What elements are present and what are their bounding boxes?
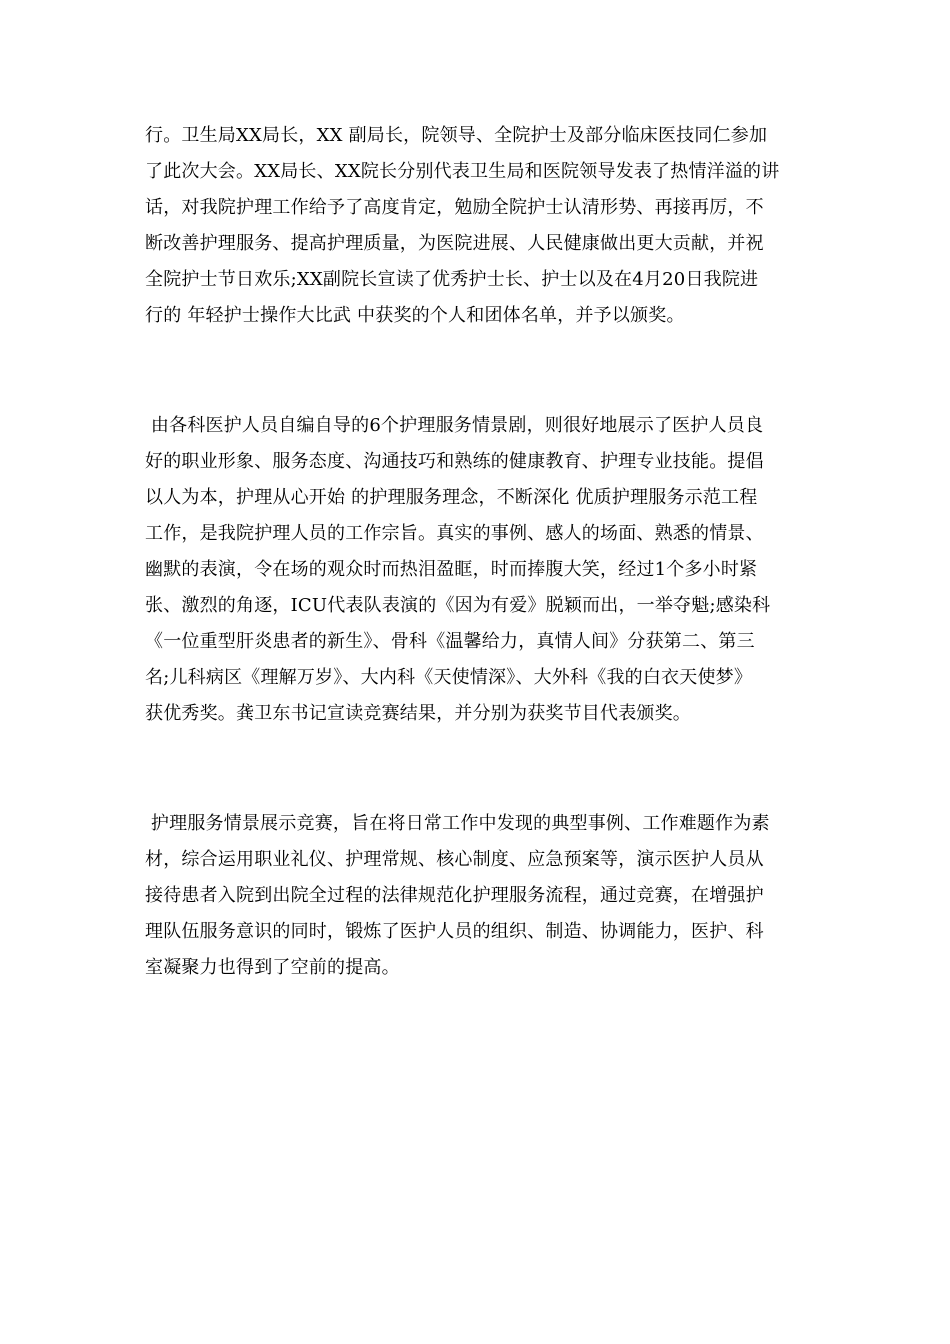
paragraph-line: 理队伍服务意识的同时，锻炼了医护人员的组织、制造、协调能力，医护、科 xyxy=(145,921,764,942)
paragraph-line: 幽默的表演，令在场的观众时而热泪盈眶，时而捧腹大笑，经过1个多小时紧 xyxy=(145,559,758,580)
paragraph-line: 接待患者入院到出院全过程的法律规范化护理服务流程，通过竞赛，在增强护 xyxy=(145,885,764,906)
paragraph-line: 行。卫生局XX局长，XX 副局长，院领导、全院护士及部分临床医技同仁参加 xyxy=(145,125,768,146)
paragraph-line: 护理服务情景展示竞赛，旨在将日常工作中发现的典型事例、工作难题作为素 xyxy=(145,813,770,834)
paragraph-line: 以人为本，护理从心开始 的护理服务理念，不断深化 优质护理服务示范工程 xyxy=(145,487,758,508)
paragraph-line: 好的职业形象、服务态度、沟通技巧和熟练的健康教育、护理专业技能。提倡 xyxy=(145,451,764,472)
paragraph-line: 《一位重型肝炎患者的新生》、骨科《温馨给力，真情人间》分获第二、第三 xyxy=(145,631,755,652)
paragraph-line: 材，综合运用职业礼仪、护理常规、核心制度、应急预案等，演示医护人员从 xyxy=(145,849,764,870)
paragraph-3 xyxy=(145,806,815,986)
paragraph-1 xyxy=(145,118,815,334)
paragraph-line: 室凝聚力也得到了空前的提高。 xyxy=(145,957,400,978)
paragraph-2 xyxy=(145,408,815,732)
paragraph-line: 全院护士节日欢乐;XX副院长宣读了优秀护士长、护士以及在4月20日我院进 xyxy=(145,269,759,290)
paragraph-line: 行的 年轻护士操作大比武 中获奖的个人和团体名单，并予以颁奖。 xyxy=(145,305,685,326)
paragraph-line: 获优秀奖。龚卫东书记宣读竞赛结果，并分别为获奖节目代表颁奖。 xyxy=(145,703,691,724)
paragraph-line: 了此次大会。XX局长、XX院长分别代表卫生局和医院领导发表了热情洋溢的讲 xyxy=(145,161,780,182)
paragraph-line: 名;儿科病区《理解万岁》、大内科《天使情深》、大外科《我的白衣天使梦》 xyxy=(145,667,753,688)
paragraph-line: 张、激烈的角逐，ICU代表队表演的《因为有爱》脱颖而出，一举夺魁;感染科 xyxy=(145,595,771,616)
paragraph-line: 由各科医护人员自编自导的6个护理服务情景剧，则很好地展示了医护人员良 xyxy=(145,415,764,436)
paragraph-line: 工作，是我院护理人员的工作宗旨。真实的事例、感人的场面、熟悉的情景、 xyxy=(145,523,764,544)
paragraph-line: 话，对我院护理工作给予了高度肯定，勉励全院护士认清形势、再接再厉，不 xyxy=(145,197,764,218)
paragraph-line: 断改善护理服务、提高护理质量，为医院进展、人民健康做出更大贡献，并祝 xyxy=(145,233,764,254)
